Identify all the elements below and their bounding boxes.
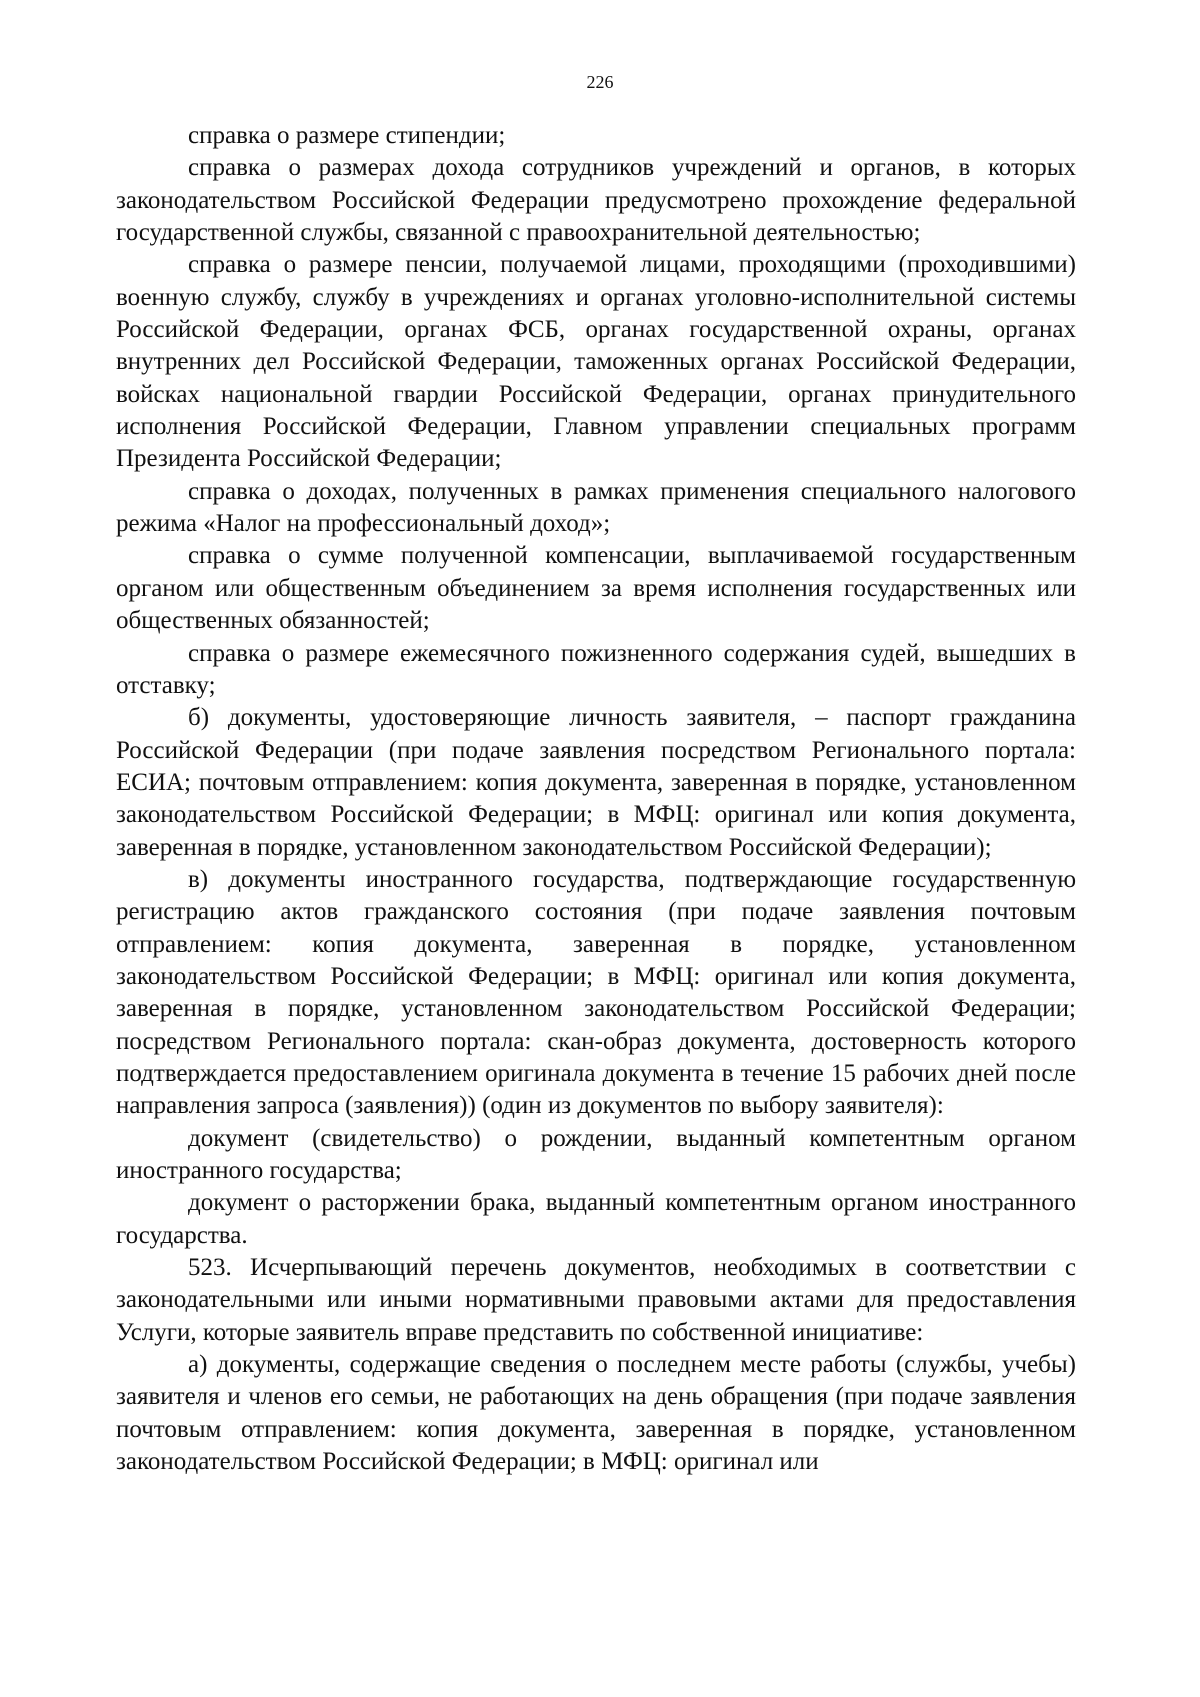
paragraph-pension-certificate: справка о размере пенсии, получаемой лицами, проходящими (проходившими) военную службу, службу в учреждениях и органах уголовно-исполнительной системы Российской Федерации, органах ФСБ, органах государственной охраны, органах внутренних дел Российской Федерации, таможенных органах Российской Федерации, войсках национальной гвардии Российской Федерации, органах принудительного исполнения Российской Федерации, Главном управлении специальных программ Президента Российской Федерации; xyxy=(116,251,1076,473)
paragraph-law-enforcement-income-certificate: справка о размерах дохода сотрудников учреждений и органов, в которых законодательством Российской Федерации предусмотрено прохождение федеральной государственной службы, связанной с правоохранительной деятельностью; xyxy=(116,154,1076,247)
paragraph-retired-judges-certificate: справка о размере ежемесячного пожизненного содержания судей, вышедших в отставку; xyxy=(116,639,1076,699)
document-body xyxy=(116,120,1076,1478)
paragraph-professional-income-tax-certificate: справка о доходах, полученных в рамках применения специального налогового режима «Налог на профессиональный доход»; xyxy=(116,477,1076,538)
paragraph-last-workplace-documents: а) документы, содержащие сведения о последнем месте работы (службы, учебы) заявителя и членов его семьи, не работающих на день обращения (при подаче заявления почтовым отправлением: копия документа, заверенная в порядке, установленном законодательством Российской Федерации; в МФЦ: оригинал или xyxy=(116,1351,1076,1476)
paragraph-section-523: 523. Исчерпывающий перечень документов, необходимых в соответствии с законодательными или иными нормативными правовыми актами для предоставления Услуги, которые заявитель вправе представить по собственной инициативе: xyxy=(116,1254,1076,1346)
paragraph-foreign-divorce-document: документ о расторжении брака, выданный компетентным органом иностранного государства. xyxy=(116,1189,1076,1249)
paragraph-foreign-birth-certificate: документ (свидетельство) о рождении, выданный компетентным органом иностранного государства; xyxy=(116,1124,1076,1184)
paragraph-stipend-certificate: справка о размере стипендии; xyxy=(188,122,506,149)
page-number: 226 xyxy=(586,72,614,92)
paragraph-foreign-civil-status-documents: в) документы иностранного государства, подтверждающие государственную регистрацию актов гражданского состояния (при подаче заявления почтовым отправлением: копия документа, заверенная в порядке, установленном законодательством Российской Федерации; в МФЦ: оригинал или копия документа, заверенная в порядке, установленном законодательством Российской Федерации; посредством Регионального портала: скан-образ документа, достоверность которого подтверждается предоставлением оригинала документа в течение 15 рабочих дней после направления запроса (заявления)) (один из документов по выбору заявителя): xyxy=(116,865,1076,1120)
paragraph-compensation-certificate: справка о сумме полученной компенсации, выплачиваемой государственным органом или общественным объединением за время исполнения государственных или общественных обязанностей; xyxy=(116,542,1076,635)
paragraph-identity-documents: б) документы, удостоверяющие личность заявителя, – паспорт гражданина Российской Федерации (при подаче заявления посредством Регионального портала: ЕСИА; почтовым отправлением: копия документа, заверенная в порядке, установленном законодательством Российской Федерации; в МФЦ: оригинал или копия документа, заверенная в порядке, установленном законодательством Российской Федерации); xyxy=(116,704,1076,861)
